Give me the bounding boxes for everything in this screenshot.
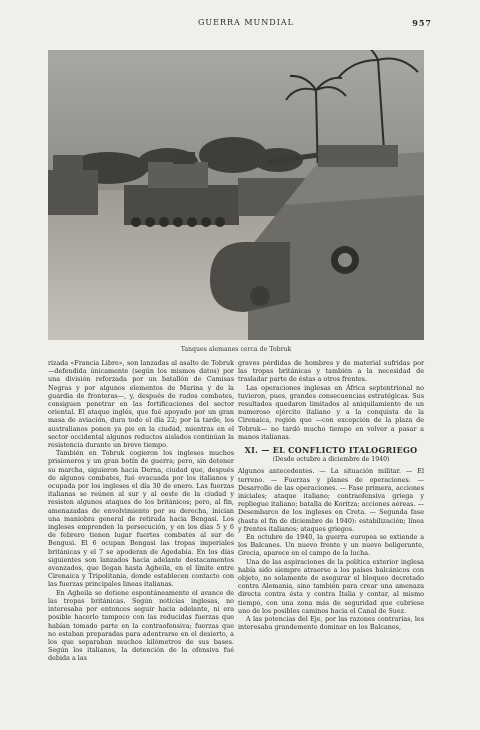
paragraph: Una de las aspiraciones de la política exterior inglesa había sido siempre atraerse a los países balcánicos con objeto, no solamente de asegurar el bloqueo decretado contra Alemania, sino también para crear una amenaza directa contra ésta y contra Italia y contar, al mismo tiempo, con una zona más de seguridad que cubriese uno de los posibles caminos hacia el Canal de Suez. (238, 557, 424, 615)
paragraph: rizada «Francia Libre», son lanzadas al asalto de Tobruk —defendida únicamente (según los mismos datos) por una división reforzada por un batallón de Camisas Negras y por algunos elementos de Marina y de la guardia de fronteras—, y, después de rudos combates, consiguen penetrar en las fortificaciones del sector oriental. El ataque inglés, que fué apoyado por un gran masa de aviación, dura todo el día 22; por la tarde, los australianos ponen ya pie en la ciudad, mientras en el sector occidental algunos reductos aislados continúan la resistencia durante un breve tiempo. (48, 359, 234, 450)
figure-caption: Tanques alemanes cerca de Tobruk (180, 346, 292, 353)
page-number: 957 (412, 18, 432, 28)
paragraph: A las potencias del Eje, por las razones contrarias, les interesaba grandemente dominar en los Balcanes, (238, 615, 424, 632)
paragraph: En Agheila se detiene espontáneamente el avance de las tropas británicas. Según noticias inglesas, no interesaba por entonces seguir hacia adelante, ni era posible hacerlo tampoco con las reducidas fuerzas que habían tomado parte en la contraofensiva; fuerzas que no estaban preparadas para adentrarse en el desierto, a los que separaban muchos kilómetros de sus bases. Según los italianos, la detención de la ofensiva fué debida a las (48, 588, 234, 663)
paragraph: En octubre de 1940, la guerra europea se extiende a los Balcanes. Un nuevo frente y un nuevo beligerante, Grecia, aparece en el campo de la lucha. (238, 533, 424, 558)
tanks-photograph (48, 50, 424, 340)
right-column (238, 359, 424, 632)
paragraph: También en Tobruk cogieron los ingleses muchos prisioneros y un gran botín de guerra; pero, sin detener su marcha, siguieron hacia Derna, ciudad que, después de algunos combates, fué evacuada por los italianos y ocupada por los ingleses el día 30 de enero. Las fuerzas italianas se reúnen al sur y al oeste de la ciudad y resisten algunos ataques de los británicos; pero, al fin, amenazadas de envolvimiento por su derecha, inician una maniobra general de retirada hacia Bengasi. Los ingleses emprenden la persecución, y en los días 5 y 6 de febrero tienen lugar fuertes combates al sur de Bengusi. El 6 ocupan Bengasi las tropas imperiales británicas y el 7 se apoderan de Agedabia. En los días siguientes son lanzados hacia adelante destacamentos avanzados, que llegan hasta Agheila, en el límite entre Cirenaica y Tripolitania, donde establecen contacto con las fuerzas principales lineas italianas. (48, 449, 234, 589)
section-subtitle: (Desde octubre a diciembre de 1940) (272, 456, 390, 464)
left-column (48, 359, 234, 663)
running-head: GUERRA MUNDIAL (198, 18, 294, 27)
paragraph: Las operaciones inglesas en África septentrional no tuvieron, pues, grandes consecuencias estratégicas. Sus resultados quedaron limitados al aniquilamiento de un numeroso ejército italiano y a la conquista de la Cirenaica, región que —con excepción de la plaza de Tobruk— no tardó mucho tiempo en volver a pasar a manos italianas. (238, 383, 424, 441)
page-header (48, 16, 432, 30)
section-title: XI. — EL CONFLICTO ITALOGRIEGO (244, 445, 418, 456)
paragraph: graves pérdidas de hombres y de material sufridas por las tropas británicas y también a la necesidad de trasladar parte de éstas a otros frentes. (238, 359, 424, 384)
paragraph: Algunos antecedentes. — La situación militar. — El terreno. — Fuerzas y planes de operaciones. — Desarrollo de las operaciones. — Fase primera, acciones iniciales; ataque italiano; contraofensiva griega y repliegue italiano; batalla de Koritza; acciones aéreas. — Desembarco de los ingleses en Creta. — Segunda fase (hasta el fin de diciembre de 1940): estabilización; línea y frentes italianos; ataques griegos. (238, 467, 424, 533)
photo-illustration (48, 50, 424, 340)
